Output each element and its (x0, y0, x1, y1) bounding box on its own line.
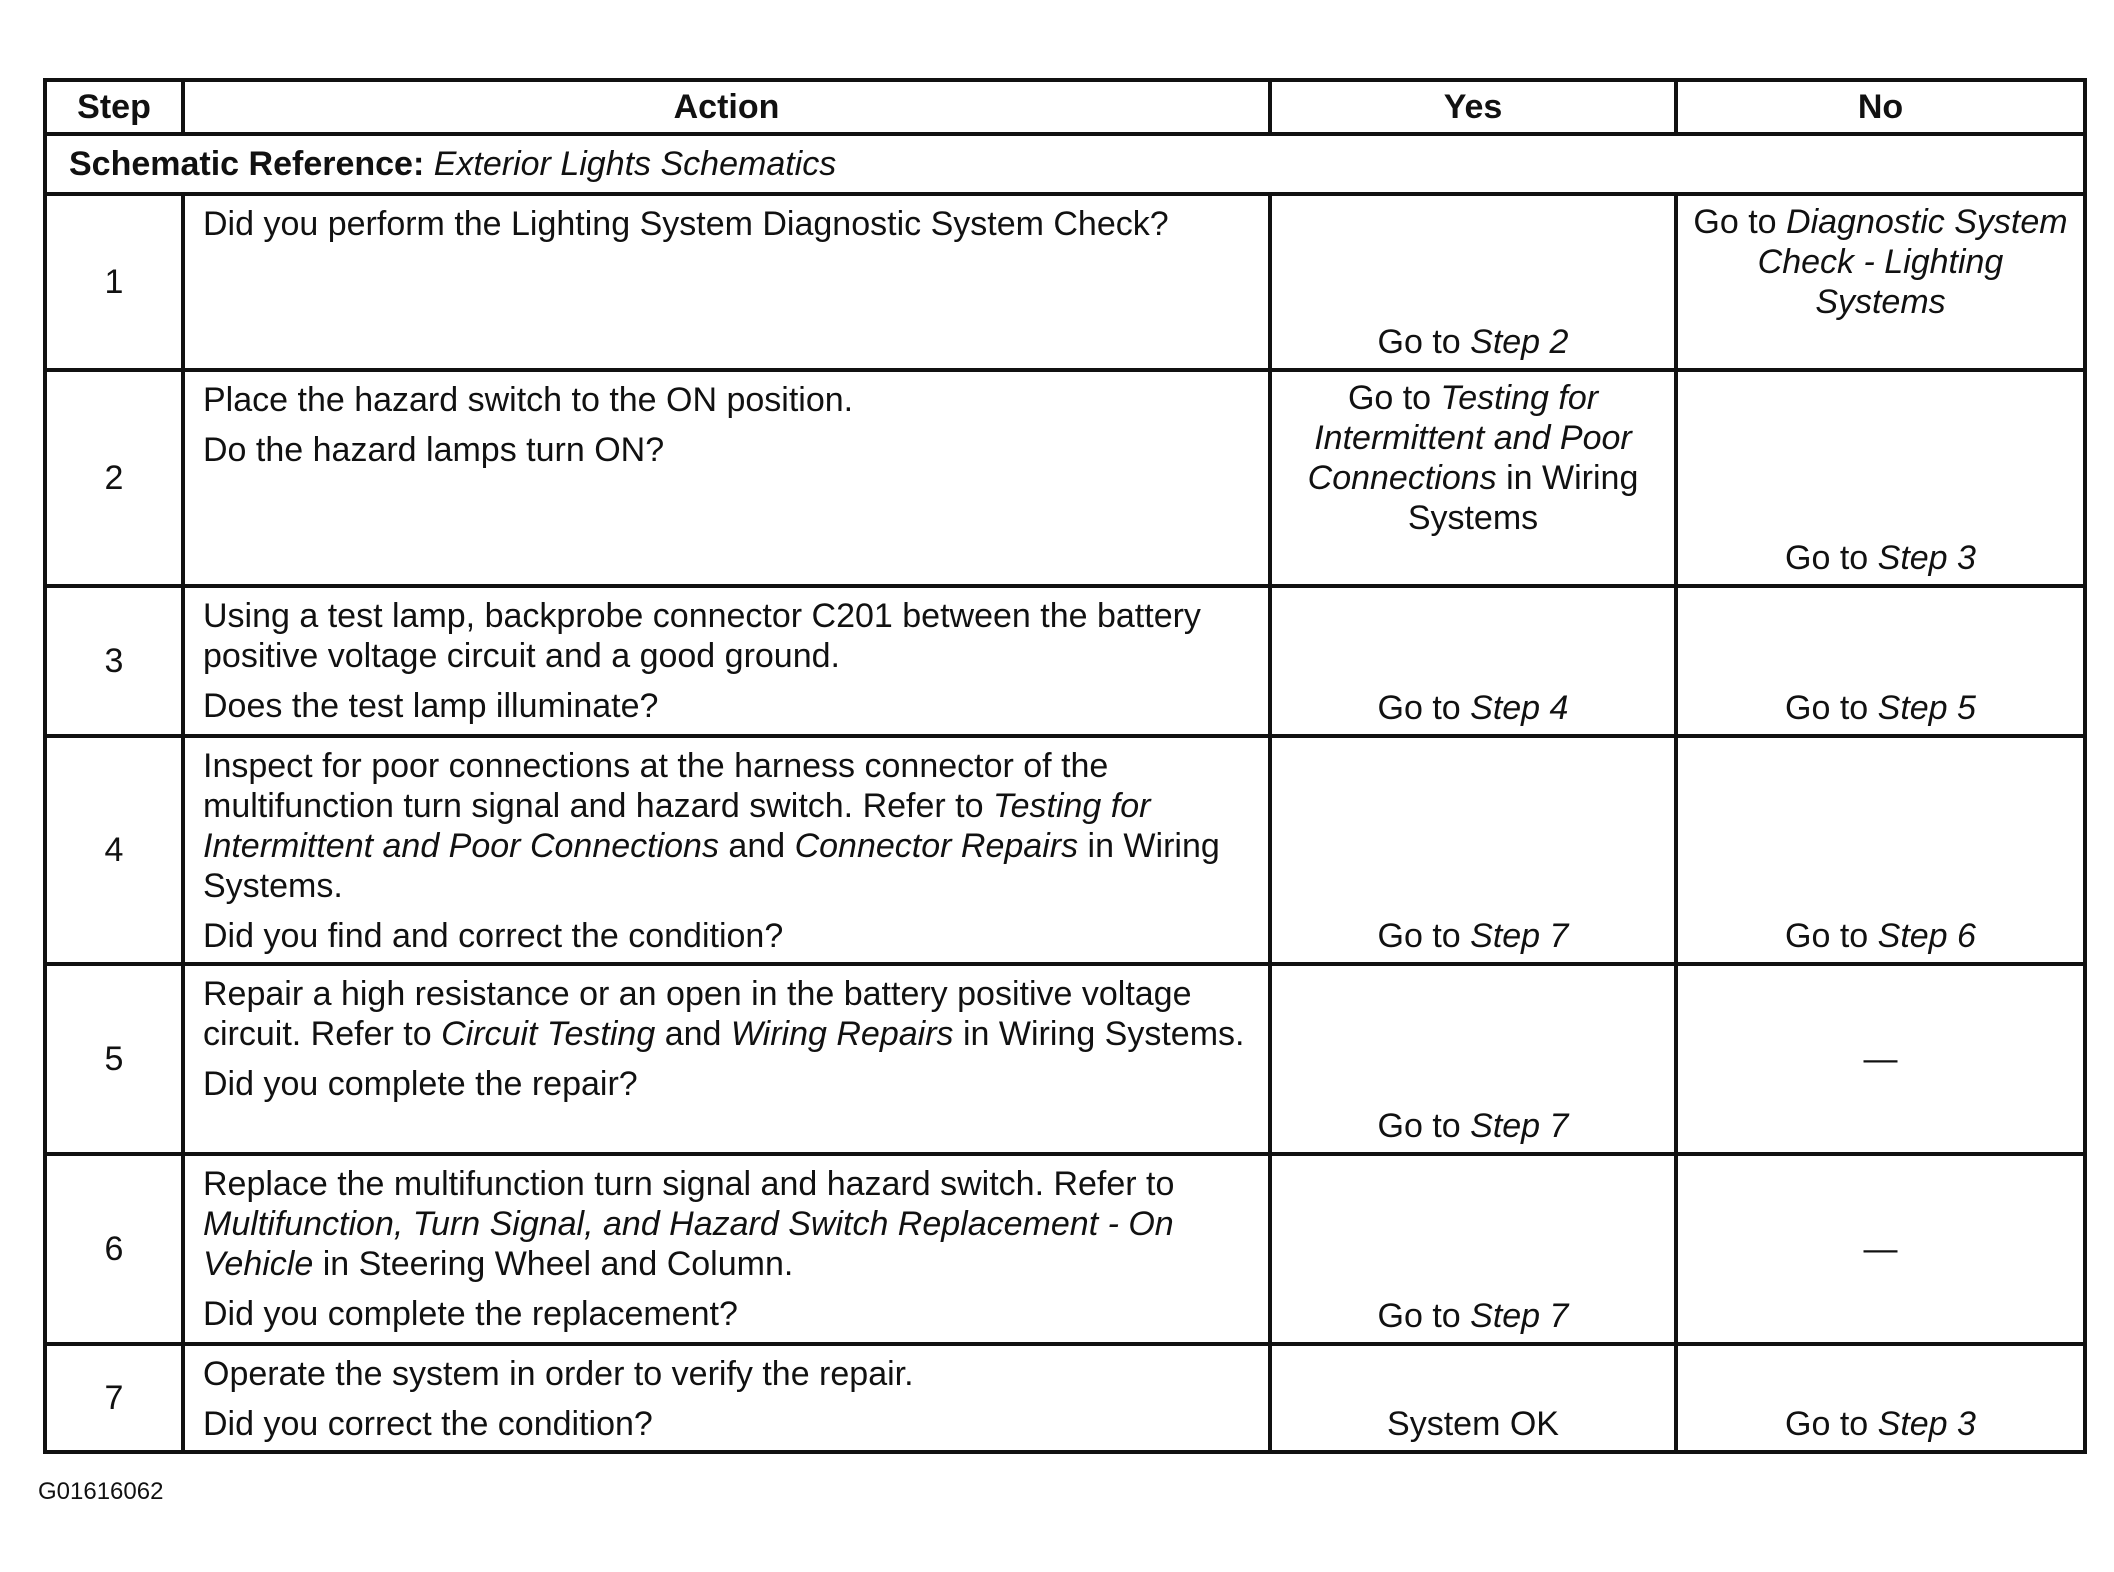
text-run: Go to (1377, 689, 1471, 727)
reference-link-text: Testing for Intermittent and Poor Connections (1307, 379, 1632, 497)
step-number: 7 (45, 1344, 183, 1452)
text-run: and (655, 1015, 731, 1053)
yes-result (1270, 370, 1676, 586)
text-run: Place the hazard switch to the ON position. (203, 381, 854, 419)
reference-link-text: Step 2 (1470, 323, 1569, 361)
step-number: 5 (45, 964, 183, 1154)
text-run: Go to (1785, 689, 1878, 727)
table-row (45, 736, 2085, 964)
reference-link-text: Step 3 (1877, 539, 1976, 577)
text-run: Go to (1377, 323, 1471, 361)
action-cell (183, 736, 1270, 964)
no-result (1676, 964, 2085, 1154)
text-run: in Wiring Systems (1407, 459, 1639, 537)
header-yes: Yes (1270, 80, 1676, 134)
reference-link-text: Diagnostic System Check - Lighting Systems (1757, 203, 2068, 321)
schematic-reference-value: Exterior Lights Schematics (433, 145, 837, 183)
action-paragraph (203, 1064, 1250, 1104)
figure-id: G01616062 (38, 1478, 164, 1505)
schematic-reference-label: Schematic Reference: (69, 145, 425, 183)
yes-result (1270, 736, 1676, 964)
yes-result (1270, 586, 1676, 736)
text-run: System OK (1387, 1405, 1559, 1443)
action-cell (183, 370, 1270, 586)
reference-link-text: Step 7 (1470, 1107, 1569, 1145)
text-run: Inspect for poor connections at the harness connector of the multifunction turn signal and hazard switch. Refer to (203, 747, 1109, 825)
table-body (45, 134, 2085, 1452)
reference-link-text: Step 7 (1470, 1297, 1569, 1335)
reference-link-text: Connector Repairs (794, 827, 1079, 865)
header-no: No (1676, 80, 2085, 134)
text-run: Go to (1693, 203, 1787, 241)
step-number: 4 (45, 736, 183, 964)
action-paragraph (203, 746, 1250, 906)
text-run: Go to (1785, 917, 1878, 955)
table-row (45, 1344, 2085, 1452)
text-run: Does the test lamp illuminate? (203, 687, 659, 725)
action-paragraph (203, 1404, 1250, 1444)
action-cell (183, 964, 1270, 1154)
no-result (1676, 1154, 2085, 1344)
text-run: Do the hazard lamps turn ON? (203, 431, 665, 469)
text-run: Did you correct the condition? (203, 1405, 653, 1443)
reference-link-text: Step 4 (1470, 689, 1569, 727)
reference-link-text: Step 3 (1877, 1405, 1976, 1443)
text-run: Go to (1377, 1107, 1471, 1145)
text-run: in Steering Wheel and Column. (313, 1245, 794, 1283)
action-paragraph (203, 1294, 1250, 1334)
reference-link-text: Step 5 (1877, 689, 1976, 727)
action-cell (183, 1344, 1270, 1452)
text-run: in Wiring Systems. (953, 1015, 1245, 1053)
action-paragraph (203, 686, 1250, 726)
text-run: Did you perform the Lighting System Diagnostic System Check? (203, 205, 1169, 243)
text-run: Go to (1377, 917, 1471, 955)
no-result (1676, 736, 2085, 964)
no-result (1676, 370, 2085, 586)
action-cell (183, 194, 1270, 370)
yes-result (1270, 1344, 1676, 1452)
text-run: — (1863, 1230, 1898, 1268)
step-number: 2 (45, 370, 183, 586)
table-header-row (45, 80, 2085, 134)
reference-link-text: Testing for Intermittent and Poor Connections (203, 787, 1151, 865)
text-run: Did you find and correct the condition? (203, 917, 784, 955)
action-cell (183, 1154, 1270, 1344)
action-paragraph (203, 1354, 1250, 1394)
text-run: Did you complete the replacement? (203, 1295, 738, 1333)
text-run: — (1863, 1040, 1898, 1078)
action-paragraph (203, 974, 1250, 1054)
diagnostic-table (43, 78, 2087, 1454)
action-cell (183, 586, 1270, 736)
header-step: Step (45, 80, 183, 134)
text-run: Did you complete the repair? (203, 1065, 638, 1103)
schematic-reference (45, 134, 2085, 194)
step-number: 6 (45, 1154, 183, 1344)
table-row (45, 586, 2085, 736)
text-run: Go to (1347, 379, 1441, 417)
action-paragraph (203, 380, 1250, 420)
reference-link-text: Multifunction, Turn Signal, and Hazard Switch Replacement - On Vehicle (203, 1205, 1174, 1283)
reference-link-text: Wiring Repairs (730, 1015, 954, 1053)
text-run: Replace the multifunction turn signal and hazard switch. Refer to (203, 1165, 1175, 1203)
table-row (45, 194, 2085, 370)
text-run: Go to (1377, 1297, 1471, 1335)
no-result (1676, 194, 2085, 370)
yes-result (1270, 1154, 1676, 1344)
text-run: Repair a high resistance or an open in the battery positive voltage circuit. Refer to (203, 975, 1192, 1053)
text-run: Go to (1785, 1405, 1878, 1443)
header-action: Action (183, 80, 1270, 134)
no-result (1676, 1344, 2085, 1452)
step-number: 3 (45, 586, 183, 736)
action-paragraph (203, 430, 1250, 470)
action-paragraph (203, 1164, 1250, 1284)
step-number: 1 (45, 194, 183, 370)
text-run: Using a test lamp, backprobe connector C201 between the battery positive voltage circuit and a good ground. (203, 597, 1201, 675)
schematic-reference-row (45, 134, 2085, 194)
yes-result (1270, 194, 1676, 370)
action-paragraph (203, 916, 1250, 956)
no-result (1676, 586, 2085, 736)
text-run: Go to (1785, 539, 1878, 577)
action-paragraph (203, 204, 1250, 244)
reference-link-text: Circuit Testing (441, 1015, 656, 1053)
table-row (45, 964, 2085, 1154)
table-row (45, 1154, 2085, 1344)
table-row (45, 370, 2085, 586)
yes-result (1270, 964, 1676, 1154)
reference-link-text: Step 6 (1877, 917, 1976, 955)
text-run: in Wiring Systems. (203, 827, 1220, 905)
action-paragraph (203, 596, 1250, 676)
text-run: Operate the system in order to verify the repair. (203, 1355, 914, 1393)
reference-link-text: Step 7 (1470, 917, 1569, 955)
text-run: and (718, 827, 795, 865)
